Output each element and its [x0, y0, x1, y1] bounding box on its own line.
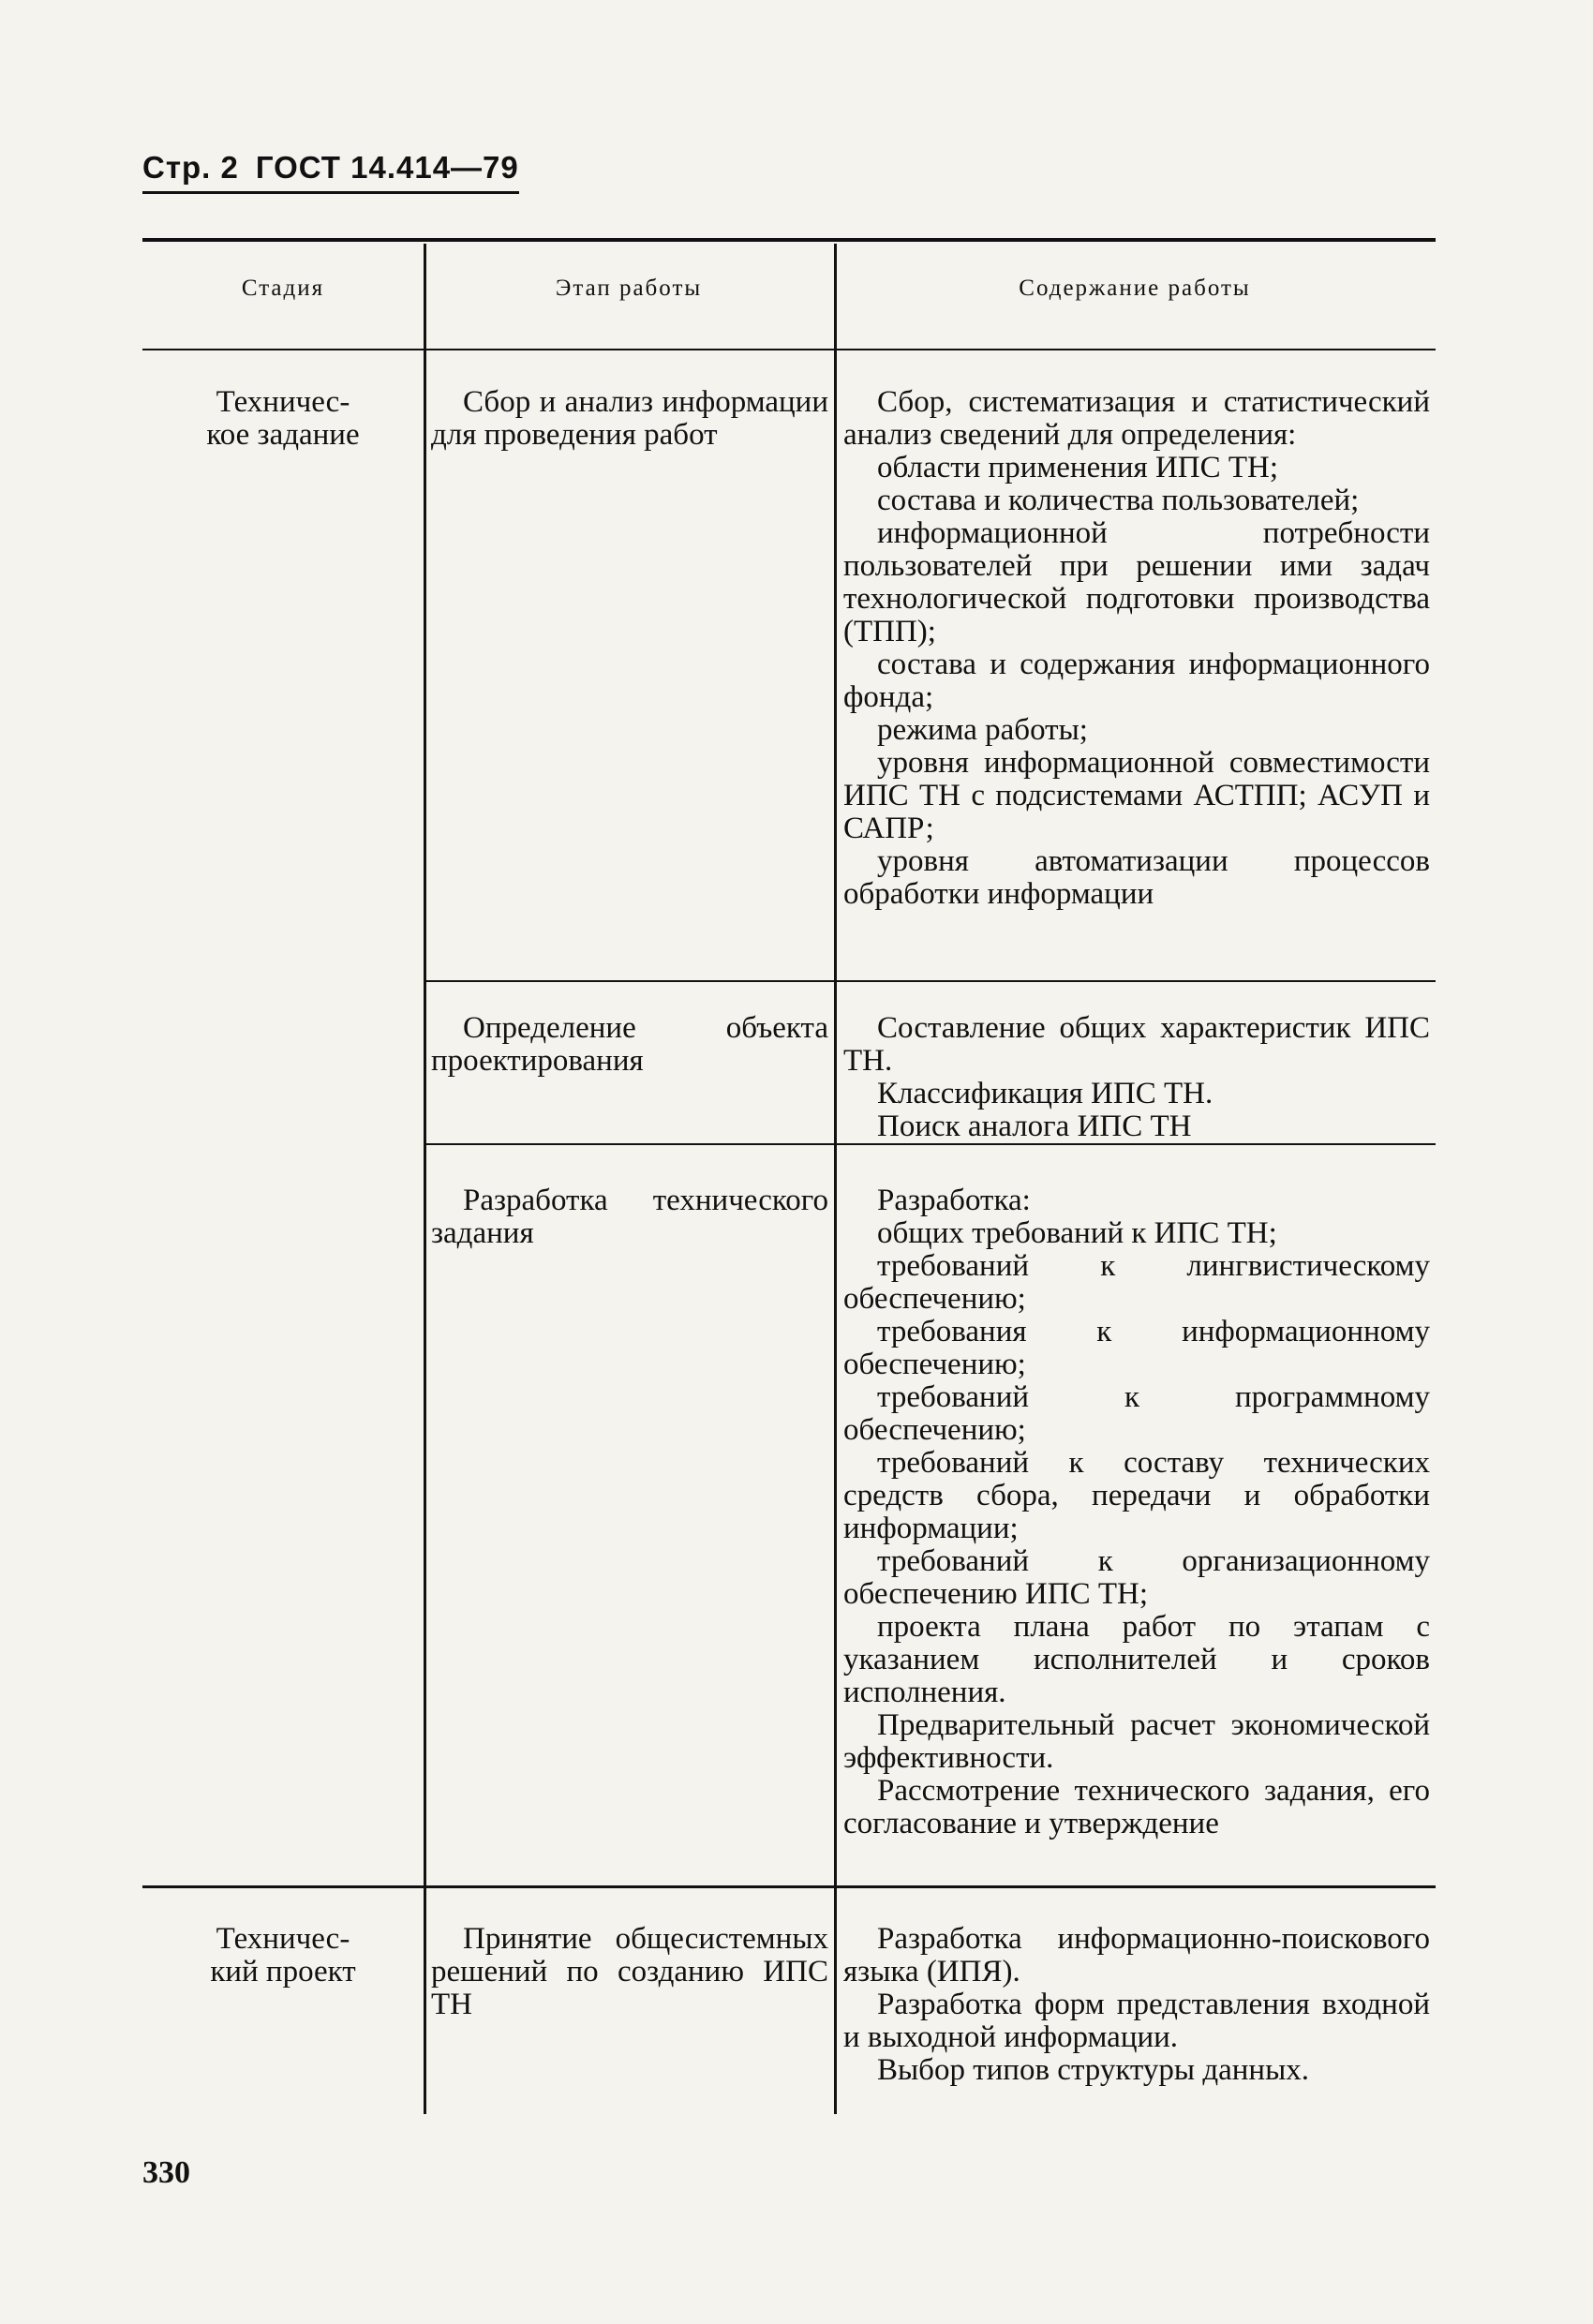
row-divider — [424, 980, 1436, 982]
content-cell — [843, 386, 1430, 911]
step-text: Сбор и анализ информации для проведения работ — [431, 385, 828, 452]
step-cell — [431, 386, 828, 452]
header-bottom-rule — [142, 349, 1436, 350]
content-line: требований к составу технических средств сбора, передачи и обработки информации; — [843, 1446, 1430, 1545]
content-line: требования к информационному обеспечению; — [843, 1315, 1430, 1381]
step-text: Принятие общесистемных решений по созданию ИПС ТН — [431, 1922, 828, 2021]
content-cell — [843, 1184, 1430, 1840]
stage-cell: Техничес- кий проект — [210, 1922, 356, 1989]
stage-cell: Техничес- кое задание — [206, 385, 360, 452]
content-line: информационной потребности пользователей при решении ими задач технологической подготовки производства (ТПП); — [843, 516, 1430, 648]
row-divider — [424, 1143, 1436, 1145]
content-line: Разработка форм представления входной и выходной информации. — [843, 1988, 1430, 2054]
content-line: Составление общих характеристик ИПС ТН. — [843, 1011, 1430, 1078]
content-line: уровня автоматизации процессов обработки информации — [843, 844, 1430, 911]
step-text: Определение объекта проектирования — [431, 1011, 828, 1078]
content-line: Классификация ИПС ТН. — [877, 1077, 1213, 1110]
content-line: состава и содержания информационного фонда; — [843, 648, 1430, 714]
content-line: требований к организационному обеспечению ИПС ТН; — [843, 1544, 1430, 1611]
content-line: Выбор типов структуры данных. — [877, 2053, 1310, 2087]
content-line: требований к программному обеспечению; — [843, 1380, 1430, 1447]
stage-divider — [142, 1885, 1436, 1888]
content-line: Разработка информационно-поискового языка (ИПЯ). — [843, 1922, 1430, 1989]
page-number: 330 — [142, 2155, 190, 2190]
page-header — [142, 150, 519, 194]
page-label: Стр. 2 — [142, 150, 239, 185]
step-cell — [431, 1012, 828, 1078]
content-line: Рассмотрение технического задания, его согласование и утверждение — [843, 1774, 1430, 1840]
content-line: состава и количества пользователей; — [877, 484, 1360, 517]
content-line: общих требований к ИПС ТН; — [877, 1216, 1277, 1250]
content-line: проекта плана работ по этапам с указанием исполнителей и сроков исполнения. — [843, 1610, 1430, 1709]
step-cell — [431, 1923, 828, 2021]
content-line: режима работы; — [877, 713, 1088, 747]
content-line: Поиск аналога ИПС ТН — [877, 1110, 1192, 1143]
content-line: Сбор, систематизация и статистический анализ сведений для определения: — [843, 385, 1430, 452]
content-line: требований к лингвистическому обеспечению; — [843, 1249, 1430, 1316]
content-cell — [843, 1012, 1430, 1143]
step-cell — [431, 1184, 828, 1250]
column-header-stage: Стадия — [241, 276, 325, 301]
standard-number: ГОСТ 14.414—79 — [255, 150, 519, 185]
content-line: уровня информационной совместимости ИПС ТН с подсистемами АСТПП; АСУП и САПР; — [843, 746, 1430, 845]
table-top-rule — [142, 238, 1436, 242]
content-line: Разработка: — [877, 1184, 1031, 1217]
work-stages-table — [142, 238, 1436, 2122]
step-text: Разработка технического задания — [431, 1184, 828, 1250]
column-header-content: Содержание работы — [1019, 276, 1251, 301]
column-header-step: Этап работы — [555, 276, 703, 301]
column-divider — [834, 244, 837, 2114]
content-line: области применения ИПС ТН; — [877, 451, 1279, 484]
content-line: Предварительный расчет экономической эффективности. — [843, 1708, 1430, 1775]
column-divider — [424, 244, 426, 2114]
content-cell — [843, 1923, 1430, 2087]
